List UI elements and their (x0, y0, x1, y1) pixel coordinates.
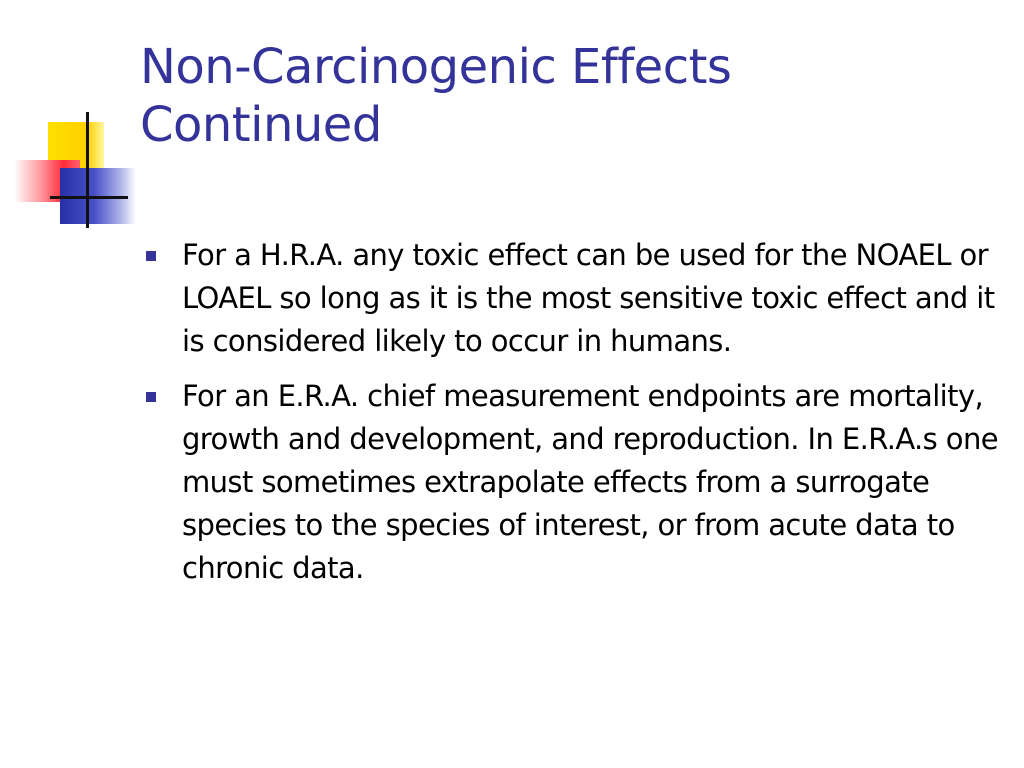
square-bullet-icon (146, 392, 156, 402)
bullet-item-era (140, 375, 1002, 590)
logo-vertical-line (86, 112, 89, 228)
slide-title-line-1: Non-Carcinogenic Effects (140, 39, 732, 95)
bullet-text-era: For an E.R.A. chief measurement endpoints are mortality, growth and development, and reproduction. In E.R.A.s one must sometimes extrapolate effects from a surrogate species to the species of interest, or from acute data to chronic data. (182, 379, 998, 585)
slide-title (140, 38, 1000, 154)
bullet-text-hra: For a H.R.A. any toxic effect can be used for the NOAEL or LOAEL so long as it is the most sensitive toxic effect and it is considered likely to occur in humans. (182, 238, 995, 358)
logo-horizontal-line (50, 196, 128, 199)
slide-logo-icon (0, 0, 150, 240)
bullet-list (140, 234, 1002, 602)
slide-title-line-2: Continued (140, 97, 382, 153)
square-bullet-icon (146, 251, 156, 261)
bullet-item-hra (140, 234, 1002, 363)
